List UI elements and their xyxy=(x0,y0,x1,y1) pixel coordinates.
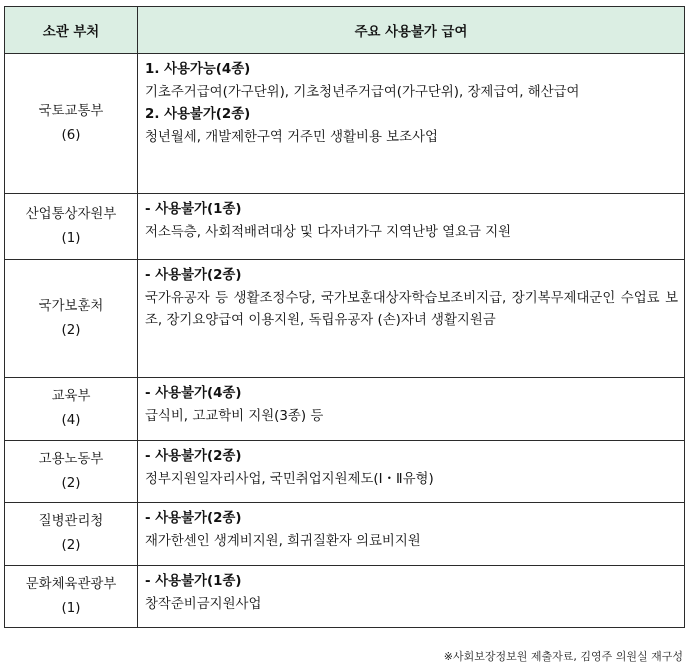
section-items: 저소득층, 사회적배려대상 및 다자녀가구 지역난방 열요금 지원 xyxy=(145,224,512,240)
dept-name: 고용노동부 xyxy=(38,451,104,467)
dept-name: 국가보훈처 xyxy=(38,298,104,314)
section-items: 국가유공자 등 생활조정수당, 국가보훈대상자학습보조비지급, 장기복무제대군인 수업료 보조, 장기요양급여 이용지원, 독립유공자 (손)자녀 생활지원금 xyxy=(145,290,678,329)
dept-name: 문화체육관광부 xyxy=(25,576,117,592)
benefit-cell xyxy=(138,194,685,260)
dept-name: 교육부 xyxy=(51,389,91,404)
dept-count: (2) xyxy=(61,322,81,338)
benefit-cell xyxy=(138,260,685,378)
section-items: 정부지원일자리사업, 국민취업지원제도(Ⅰ・Ⅱ유형) xyxy=(145,471,434,487)
benefit-cell xyxy=(138,378,685,441)
benefit-cell xyxy=(138,441,685,503)
dept-count: (1) xyxy=(61,230,81,246)
dept-count: (6) xyxy=(61,127,81,143)
benefit-cell xyxy=(138,566,685,628)
dept-count: (2) xyxy=(61,475,81,491)
dept-cell xyxy=(5,260,138,378)
benefit-cell xyxy=(138,54,685,194)
dept-cell xyxy=(5,441,138,503)
section-items: 재가한센인 생계비지원, 희귀질환자 의료비지원 xyxy=(145,533,421,549)
section-items: 급식비, 고교학비 지원(3종) 등 xyxy=(145,408,324,424)
benefit-cell xyxy=(138,503,685,566)
dept-count: (1) xyxy=(61,600,81,616)
section-heading: - 사용불가(4종) xyxy=(145,386,242,401)
section-items: 기초주거급여(가구단위), 기초청년주거급여(가구단위), 장제급여, 해산급여 xyxy=(145,84,580,100)
dept-cell xyxy=(5,54,138,194)
table-row xyxy=(5,194,685,260)
table-row xyxy=(5,378,685,441)
dept-name: 국토교통부 xyxy=(38,103,104,119)
header-dept: 소관 부처 xyxy=(5,7,138,54)
dept-count: (4) xyxy=(61,413,81,428)
section-heading: 2. 사용불가(2종) xyxy=(145,107,251,123)
section-heading: - 사용불가(1종) xyxy=(145,574,242,589)
source-note: ※사회보장정보원 제출자료, 김영주 의원실 재구성 xyxy=(443,650,683,663)
dept-name: 질병관리청 xyxy=(38,514,104,529)
section-heading: 1. 사용가능(4종) xyxy=(145,62,251,77)
table-row xyxy=(5,54,685,194)
section-heading: - 사용불가(2종) xyxy=(145,268,242,283)
table-row xyxy=(5,441,685,503)
dept-name: 산업통상자원부 xyxy=(25,206,117,222)
section-heading: - 사용불가(2종) xyxy=(145,449,242,464)
dept-count: (2) xyxy=(61,538,81,553)
section-items: 청년월세, 개발제한구역 거주민 생활비용 보조사업 xyxy=(145,130,438,146)
section-items: 창작준비금지원사업 xyxy=(145,596,262,612)
dept-cell xyxy=(5,503,138,566)
dept-cell xyxy=(5,378,138,441)
header-benefits: 주요 사용불가 급여 xyxy=(138,7,685,54)
benefits-table xyxy=(4,6,685,628)
dept-cell xyxy=(5,566,138,628)
section-heading: - 사용불가(1종) xyxy=(145,202,242,217)
table-row xyxy=(5,503,685,566)
table-row xyxy=(5,566,685,628)
section-heading: - 사용불가(2종) xyxy=(145,511,242,526)
dept-cell xyxy=(5,194,138,260)
table-header-row xyxy=(5,7,685,54)
table-row xyxy=(5,260,685,378)
